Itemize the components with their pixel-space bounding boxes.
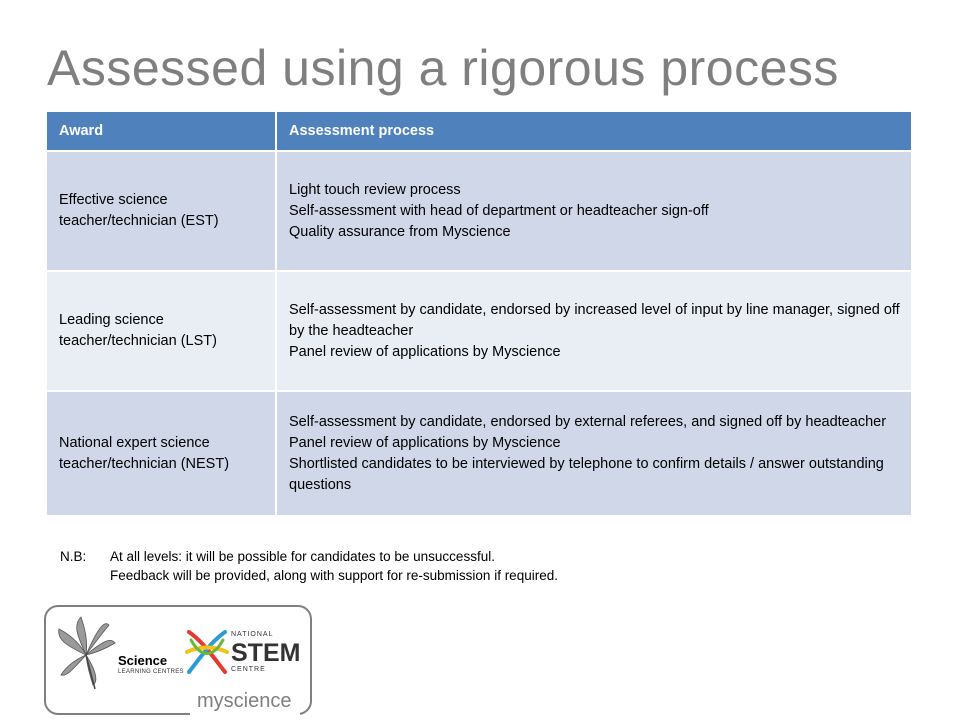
table-row [46,391,912,516]
science-logo-text: Science [118,653,168,668]
process-line: Shortlisted candidates to be interviewed by telephone to confirm details / answer outstanding questions [289,455,884,493]
process-line: Self-assessment with head of department or headteacher sign-off [289,202,709,219]
header-assessment-process: Assessment process [276,111,912,151]
process-line: Panel review of applications by Myscience [289,434,561,451]
lily-flower-icon [55,615,117,693]
assessment-table [45,110,913,517]
award-cell: National expert science teacher/technician (NEST) [46,391,276,516]
footnote-line-1: At all levels: it will be possible for candidates to be unsuccessful. [110,549,495,564]
award-cell: Leading science teacher/technician (LST) [46,271,276,391]
footnote [60,547,558,585]
table-row [46,271,912,391]
stem-cross-icon [185,628,229,676]
stem-logo-national: NATIONAL [231,631,274,638]
process-line: Quality assurance from Myscience [289,223,511,240]
process-line: Panel review of applications by Myscience [289,343,561,360]
award-cell: Effective science teacher/technician (EST) [46,151,276,271]
footnote-line-2: Feedback will be provided, along with support for re-submission if required. [110,568,558,583]
header-award: Award [46,111,276,151]
process-line: Self-assessment by candidate, endorsed by external referees, and signed off by headteacher [289,413,887,430]
process-cell [276,391,912,516]
process-cell [276,151,912,271]
table-header-row [46,111,912,151]
science-logo-subtext: LEARNING CENTRES [118,669,184,675]
footnote-prefix: N.B: [60,549,87,564]
stem-logo-text: STEM [231,639,301,667]
stem-logo-centre: CENTRE [231,666,266,673]
myscience-logo-text: myscience [197,690,292,712]
process-line: Light touch review process [289,181,461,198]
process-cell [276,271,912,391]
process-line: Self-assessment by candidate, endorsed by increased level of input by line manager, signed off by the headteacher [289,301,900,339]
table-row [46,151,912,271]
page-title: Assessed using a rigorous process [47,40,839,96]
